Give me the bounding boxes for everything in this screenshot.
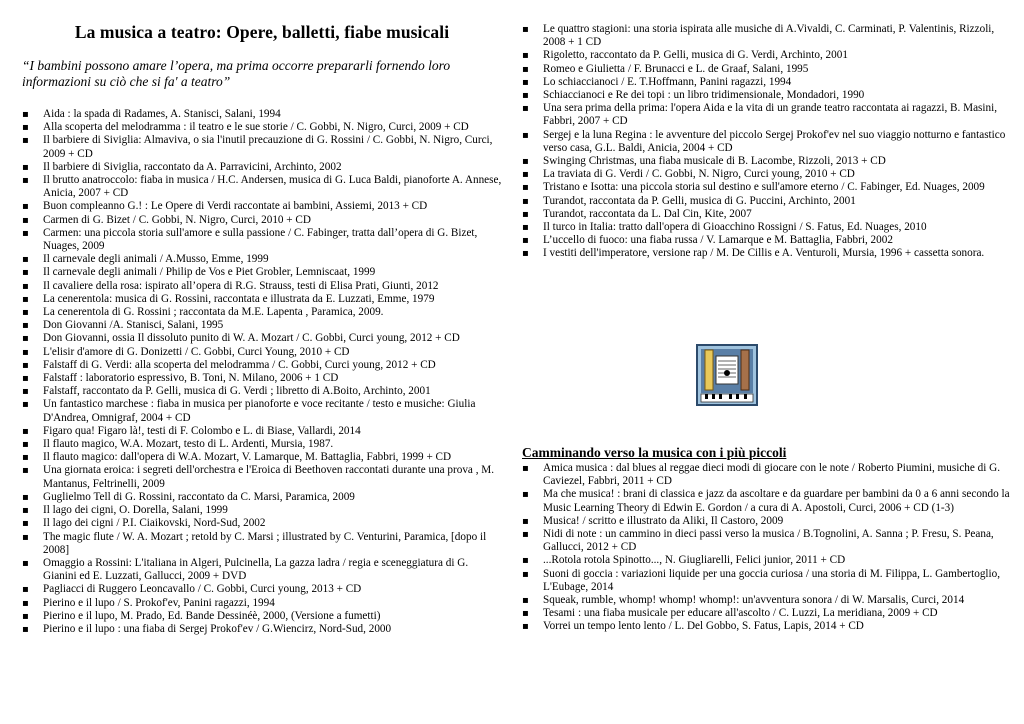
list-item: ▪ Musica! / scritto e illustrato da Aliki, Il Castoro, 2009 <box>522 515 1012 528</box>
list-item: ▪ Il barbiere di Siviglia: Almaviva, o sia l'inutil precauzione di G. Rossini / C. Gobbi, N. Nigro, Curci, 2009 + CD <box>22 134 502 160</box>
list-item: ▪ Il brutto anatroccolo: fiaba in musica / H.C. Andersen, musica di G. Luca Baldi, pianoforte A. Annese, Anicia, 2007 + CD <box>22 174 502 200</box>
list-item: ▪ Figaro qua! Figaro là!, testi di F. Colombo e L. di Biase, Vallardi, 2014 <box>22 425 502 438</box>
list-item: ▪ Il flauto magico: dall'opera di W.A. Mozart, V. Lamarque, M. Battaglia, Fabbri, 1999 + CD <box>22 451 502 464</box>
list-item: ▪ Tesami : una fiaba musicale per educare all'ascolto / C. Luzzi, La meridiana, 2009 + CD <box>522 607 1012 620</box>
list-item: ▪ Le quattro stagioni: una storia ispirata alle musiche di A.Vivaldi, C. Carminati, P. Valentinis, Rizzoli, 2008 + 1 CD <box>522 23 1012 49</box>
list-item: ▪ Sergej e la luna Regina : le avventure del piccolo Sergej Prokof'ev nel suo viaggio notturno e fantastico verso casa, G.L. Baldi, Anicia, 2004 + CD <box>522 129 1012 155</box>
list-item: ▪ La traviata di G. Verdi / C. Gobbi, N. Nigro, Curci young, 2010 + CD <box>522 168 1012 181</box>
list-item: ▪ Pierino e il lupo : una fiaba di Sergej Prokof'ev / G.Wiencirz, Nord-Sud, 2000 <box>22 623 502 636</box>
list-item: ▪ Carmen: una piccola storia sull'amore e sulla passione / C. Fabinger, tratta dall’opera di G. Bizet, Nuages, 2009 <box>22 227 502 253</box>
list-item: ▪ The magic flute / W. A. Mozart ; retold by C. Marsi ; illustrated by C. Venturini, Paramica, [dopo il 2008] <box>22 531 502 557</box>
list-item: ▪ Squeak, rumble, whomp! whomp! whomp!: un'avventura sonora / di W. Marsalis, Curci, 2014 <box>522 594 1012 607</box>
list-item: ▪ Tristano e Isotta: una piccola storia sul destino e sull'amore eterno / C. Fabinger, Ed. Nuages, 2009 <box>522 181 1012 194</box>
list-item: ▪ Falstaff, raccontato da P. Gelli, musica di G. Verdi ; libretto di A.Boito, Archinto, 2001 <box>22 385 502 398</box>
list-item: ▪ Pierino e il lupo, M. Prado, Ed. Bande Dessinéè, 2000, (Versione a fumetti) <box>22 610 502 623</box>
book-list-theatre <box>22 108 502 636</box>
list-item: ▪ Don Giovanni, ossia Il dissoluto punito di W. A. Mozart / C. Gobbi, Curci young, 2012 + CD <box>22 332 502 345</box>
list-item: ▪ Il turco in Italia: tratto dall'opera di Gioacchino Rossigni / S. Fatus, Ed. Nuages, 2010 <box>522 221 1012 234</box>
list-item: ▪ I vestiti dell'imperatore, versione rap / M. De Cillis e A. Venturoli, Mursia, 1996 + cassetta sonora. <box>522 247 1012 260</box>
list-item: ▪ Ma che musica! : brani di classica e jazz da ascoltare e da guardare per bambini da 0 a 6 anni secondo la Music Learning Theory di Edwin E. Gordon / a cura di A. Apostoli, Curci, 2006 + CD (1-3) <box>522 488 1012 514</box>
music-clipart-icon <box>696 344 758 406</box>
list-item: ▪ Aida : la spada di Radames, A. Stanisci, Salani, 1994 <box>22 108 502 121</box>
list-item: ▪ Rigoletto, raccontato da P. Gelli, musica di G. Verdi, Archinto, 2001 <box>522 49 1012 62</box>
list-item: ▪ Una giornata eroica: i segreti dell'orchestra e l'Eroica di Beethoven raccontati durante una prova , M. Mantanus, Feltrinelli, 2009 <box>22 464 502 490</box>
book-list-theatre-continued <box>522 23 1012 261</box>
list-item: ▪ Il carnevale degli animali / Philip de Vos e Piet Grobler, Lemniscaat, 1999 <box>22 266 502 279</box>
list-item: ▪ Romeo e Giulietta / F. Brunacci e L. de Graaf, Salani, 1995 <box>522 63 1012 76</box>
list-item: ▪ La cenerentola: musica di G. Rossini, raccontata e illustrata da E. Luzzati, Emme, 1979 <box>22 293 502 306</box>
list-item: ▪ Un fantastico marchese : fiaba in musica per pianoforte e voce recitante / testo e musiche: Giulia D'Andrea, Omnigraf, 2004 + CD <box>22 398 502 424</box>
list-item: ▪ Pierino e il lupo / S. Prokof'ev, Panini ragazzi, 1994 <box>22 597 502 610</box>
list-item: ▪ Amica musica : dal blues al reggae dieci modi di giocare con le note / Roberto Piumini, musiche di G. Caviezel, Fabbri, 2011 + CD <box>522 462 1012 488</box>
page-title: La musica a teatro: Opere, balletti, fiabe musicali <box>74 22 450 42</box>
list-item: ▪ Nidi di note : un cammino in dieci passi verso la musica / B.Tognolini, A. Sanna ; P. Fresu, S. Peana, Gallucci, 2012 + CD <box>522 528 1012 554</box>
list-item: ▪ Swinging Christmas, una fiaba musicale di B. Lacombe, Rizzoli, 2013 + CD <box>522 155 1012 168</box>
list-item: ▪ Lo schiaccianoci / E. T.Hoffmann, Panini ragazzi, 1994 <box>522 76 1012 89</box>
list-item: ▪ L’uccello di fuoco: una fiaba russa / V. Lamarque e M. Battaglia, Fabbri, 2002 <box>522 234 1012 247</box>
list-item: ▪ L'elisir d'amore di G. Donizetti / C. Gobbi, Curci Young, 2010 + CD <box>22 346 502 359</box>
list-item: ▪ Schiaccianoci e Re dei topi : un libro tridimensionale, Mondadori, 1990 <box>522 89 1012 102</box>
list-item: ▪ Il cavaliere della rosa: ispirato all’opera di R.G. Strauss, testi di Elisa Prati, Giunti, 2012 <box>22 280 502 293</box>
list-item: ▪ Il barbiere di Siviglia, raccontato da A. Parravicini, Archinto, 2002 <box>22 161 502 174</box>
list-item: ▪ Vorrei un tempo lento lento / L. Del Gobbo, S. Fatus, Lapis, 2014 + CD <box>522 620 1012 633</box>
list-item: ▪ Suoni di goccia : variazioni liquide per una goccia curiosa / una storia di M. Filippa, L. Gambertoglio, L'Eubage, 2014 <box>522 568 1012 594</box>
list-item: ▪ Una sera prima della prima: l'opera Aida e la vita di un grande teatro raccontata ai ragazzi, B. Masini, Fabbri, 2007 + CD <box>522 102 1012 128</box>
list-item: ▪ Il flauto magico, W.A. Mozart, testo di L. Ardenti, Mursia, 1987. <box>22 438 502 451</box>
book-list-little-ones <box>522 462 1012 634</box>
list-item: ▪ Turandot, raccontata da P. Gelli, musica di G. Puccini, Archinto, 2001 <box>522 195 1012 208</box>
list-item: ▪ Buon compleanno G.! : Le Opere di Verdi raccontate ai bambini, Assiemi, 2013 + CD <box>22 200 502 213</box>
intro-quote: “I bambini possono amare l’opera, ma prima occorre prepararli fornendo loro informazioni su ciò che si fa' a teatro” <box>22 58 451 89</box>
list-item: ▪ La cenerentola di G. Rossini ; raccontata da M.E. Lapenta , Paramica, 2009. <box>22 306 502 319</box>
list-item: ▪ Omaggio a Rossini: L'italiana in Algeri, Pulcinella, La gazza ladra / regia e sceneggiatura di G. Gianini ed E. Luzzati, Gallucci, 2009 + DVD <box>22 557 502 583</box>
list-item: ▪ Turandot, raccontata da L. Dal Cin, Kite, 2007 <box>522 208 1012 221</box>
list-item: ▪ Pagliacci di Ruggero Leoncavallo / C. Gobbi, Curci young, 2013 + CD <box>22 583 502 596</box>
list-item: ▪ Il lago dei cigni / P.I. Ciaikovski, Nord-Sud, 2002 <box>22 517 502 530</box>
list-item: ▪ Don Giovanni /A. Stanisci, Salani, 1995 <box>22 319 502 332</box>
list-item: ▪ Il lago dei cigni, O. Dorella, Salani, 1999 <box>22 504 502 517</box>
list-item: ▪ Guglielmo Tell di G. Rossini, raccontato da C. Marsi, Paramica, 2009 <box>22 491 502 504</box>
list-item: ▪ Carmen di G. Bizet / C. Gobbi, N. Nigro, Curci, 2010 + CD <box>22 214 502 227</box>
list-item: ▪ ...Rotola rotola Spinotto..., N. Giugliarelli, Felici junior, 2011 + CD <box>522 554 1012 567</box>
list-item: ▪ Il carnevale degli animali / A.Musso, Emme, 1999 <box>22 253 502 266</box>
list-item: ▪ Alla scoperta del melodramma : il teatro e le sue storie / C. Gobbi, N. Nigro, Curci, 2009 + CD <box>22 121 502 134</box>
list-item: ▪ Falstaff : laboratorio espressivo, B. Toni, N. Milano, 2006 + 1 CD <box>22 372 502 385</box>
section-title: Camminando verso la musica con i più piccoli <box>522 445 787 460</box>
list-item: ▪ Falstaff di G. Verdi: alla scoperta del melodramma / C. Gobbi, Curci young, 2012 + CD <box>22 359 502 372</box>
